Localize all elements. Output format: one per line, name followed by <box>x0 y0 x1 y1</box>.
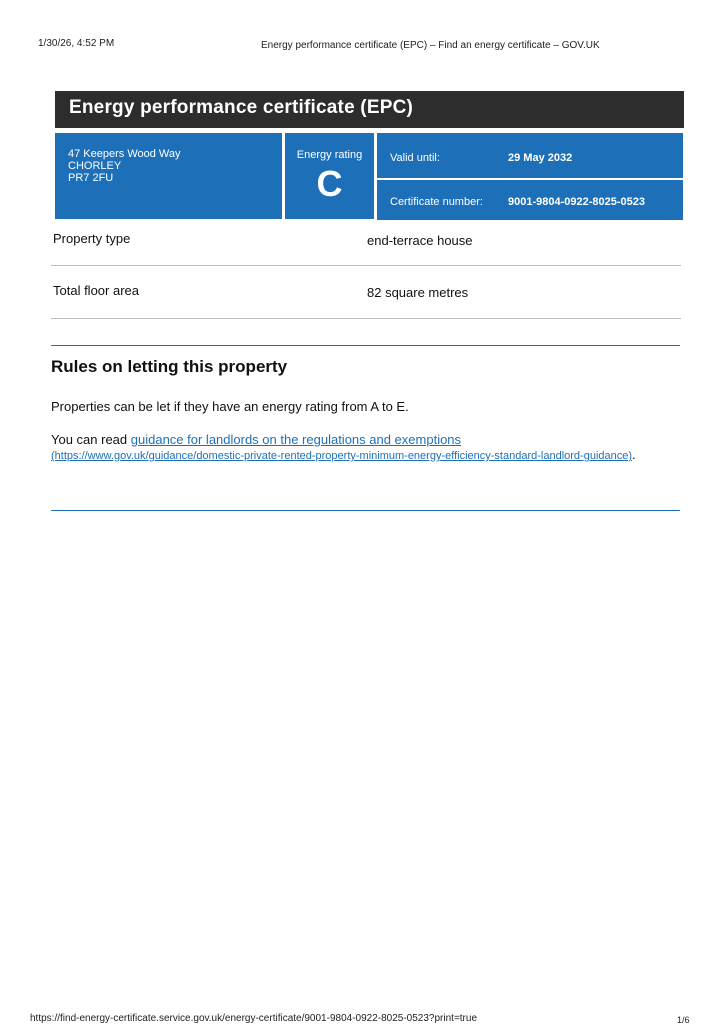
print-footer-url: https://find-energy-certificate.service.gov.uk/energy-certificate/9001-9804-0922-8025-0523?print=true <box>30 1013 478 1024</box>
energy-rating-panel <box>285 133 374 219</box>
divider <box>51 265 681 266</box>
print-page-title: Energy performance certificate (EPC) – Find an energy certificate – GOV.UK <box>261 40 600 51</box>
guidance-link[interactable]: guidance for landlords on the regulations and exemptions <box>130 432 462 447</box>
valid-until-panel <box>377 133 683 178</box>
energy-rating-letter: C <box>316 163 343 204</box>
divider <box>51 318 681 319</box>
print-datetime: 1/30/26, 4:52 PM <box>38 38 115 49</box>
address-line-street: 47 Keepers Wood Way <box>68 148 181 160</box>
rules-paragraph: Properties can be let if they have an energy rating from A to E. <box>51 399 409 414</box>
certificate-number-label: Certificate number: <box>390 196 483 208</box>
property-type-value: end-terrace house <box>367 233 473 248</box>
section-divider <box>51 345 680 346</box>
energy-rating-label: Energy rating <box>296 149 363 161</box>
valid-until-value: 29 May 2032 <box>508 152 573 164</box>
valid-until-label: Valid until: <box>390 152 440 164</box>
floor-area-label: Total floor area <box>53 283 139 298</box>
guidance-prefix: You can read <box>51 432 131 447</box>
guidance-url[interactable]: (https://www.gov.uk/guidance/domestic-private-rented-property-minimum-energy-efficiency-standard-landlord-guidance) <box>51 450 633 462</box>
rules-heading: Rules on letting this property <box>51 357 288 376</box>
guidance-suffix: . <box>632 447 636 462</box>
epc-title-banner: Energy performance certificate (EPC) <box>55 91 684 128</box>
address-panel <box>55 133 282 219</box>
certificate-number-panel <box>377 180 683 220</box>
print-page-number: 1/6 <box>677 1015 690 1025</box>
address-line-postcode: PR7 2FU <box>68 172 114 184</box>
section-divider <box>51 510 680 511</box>
guidance-paragraph <box>51 432 651 464</box>
floor-area-value: 82 square metres <box>367 285 469 300</box>
certificate-number-value: 9001-9804-0922-8025-0523 <box>508 196 646 208</box>
property-type-label: Property type <box>53 231 131 246</box>
address-line-town: CHORLEY <box>68 160 122 172</box>
